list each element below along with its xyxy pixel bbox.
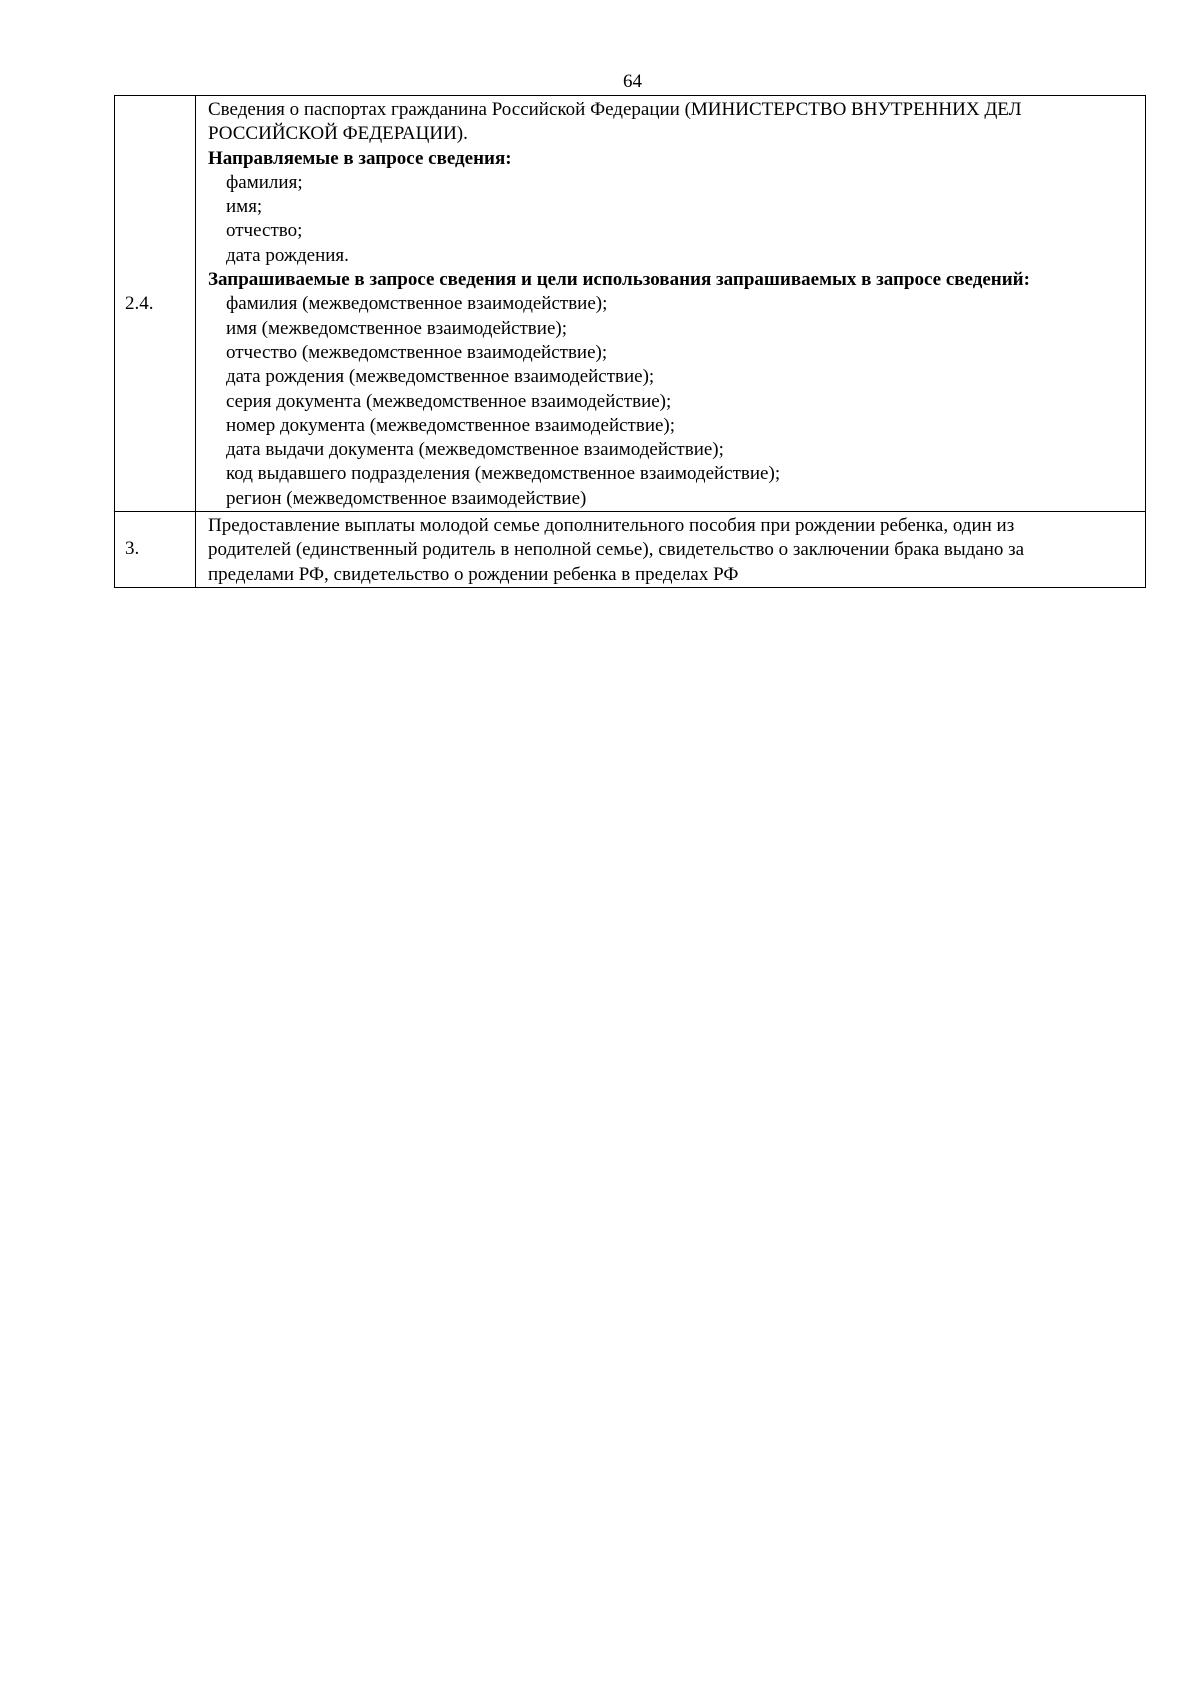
row-number: 3.	[115, 512, 196, 588]
row-number: 2.4.	[115, 96, 196, 512]
list-item: дата рождения (межведомственное взаимодействие);	[226, 366, 655, 388]
requested-data-heading: Запрашиваемые в запросе сведения и цели использования запрашиваемых в запросе сведений:	[208, 269, 1030, 291]
list-item: имя (межведомственное взаимодействие);	[226, 317, 567, 339]
list-item: отчество;	[226, 220, 303, 242]
list-item: отчество (межведомственное взаимодействие);	[226, 341, 608, 363]
row-content	[196, 512, 1146, 588]
table-row	[115, 512, 1146, 588]
paragraph-line: пределами РФ, свидетельство о рождении ребенка в пределах РФ	[208, 563, 739, 585]
list-item: регион (межведомственное взаимодействие)	[226, 487, 587, 509]
table-row	[115, 96, 1146, 512]
section-title-line: РОССИЙСКОЙ ФЕДЕРАЦИИ).	[208, 123, 468, 145]
list-item: имя;	[226, 196, 263, 218]
row-content	[196, 96, 1146, 512]
sent-data-heading: Направляемые в запросе сведения:	[208, 147, 512, 169]
list-item: серия документа (межведомственное взаимодействие);	[226, 390, 672, 412]
page-number: 64	[623, 71, 642, 92]
paragraph-line: родителей (единственный родитель в неполной семье), свидетельство о заключении брака выдано за	[208, 539, 1025, 561]
list-item: код выдавшего подразделения (межведомственное взаимодействие);	[226, 463, 781, 485]
paragraph-line: Предоставление выплаты молодой семье дополнительного пособия при рождении ребенка, один из	[208, 515, 1015, 537]
list-item: номер документа (межведомственное взаимодействие);	[226, 414, 676, 436]
list-item: дата рождения.	[226, 244, 349, 266]
section-title-line: Сведения о паспортах гражданина Российской Федерации (МИНИСТЕРСТВО ВНУТРЕННИХ ДЕЛ	[208, 99, 1022, 120]
list-item: фамилия (межведомственное взаимодействие);	[226, 293, 608, 315]
list-item: фамилия;	[226, 171, 303, 193]
list-item: дата выдачи документа (межведомственное взаимодействие);	[226, 439, 724, 461]
document-table	[114, 95, 1146, 588]
